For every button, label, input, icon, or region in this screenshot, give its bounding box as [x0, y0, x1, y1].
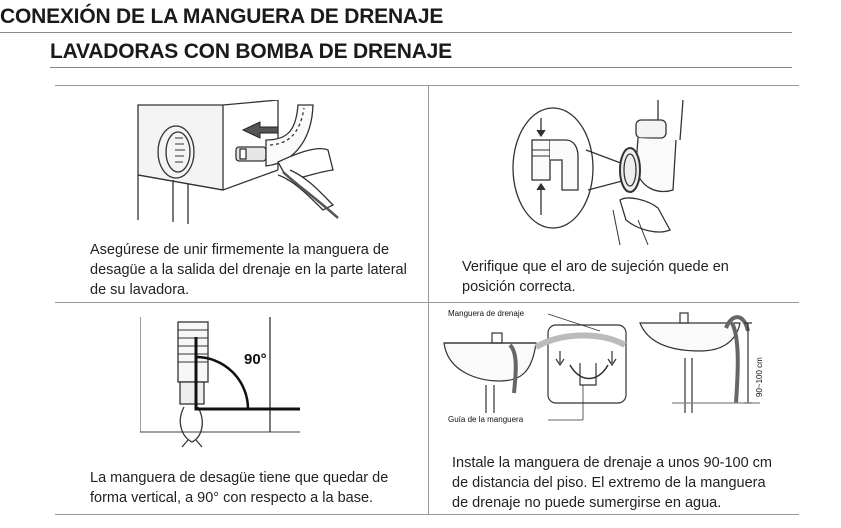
- step4-illustration: [440, 303, 800, 428]
- step3-illustration: [140, 312, 310, 452]
- table-column-divider: [428, 85, 429, 515]
- table-bottom-border: [55, 514, 799, 515]
- caption-line: de distancia del piso. El extremo de la manguera: [452, 475, 766, 491]
- step3-caption: [90, 468, 388, 508]
- caption-line: Asegúrese de unir firmemente la manguera de: [90, 242, 390, 258]
- step2-illustration: [508, 100, 708, 245]
- caption-line: desagüe a la salida del drenaje en la parte lateral: [90, 262, 407, 278]
- step1-caption: [90, 240, 407, 300]
- caption-line: Instale la manguera de drenaje a unos 90-100 cm: [452, 455, 773, 471]
- caption-line: de su lavadora.: [90, 282, 190, 298]
- height-label: 90~100 cm: [755, 357, 764, 397]
- step4-caption: [452, 453, 772, 513]
- guide-label: Guía de la manguera: [448, 415, 524, 424]
- caption-line: posición correcta.: [462, 279, 576, 295]
- table-top-border: [55, 85, 799, 86]
- section-title: LAVADORAS CON BOMBA DE DRENAJE: [50, 40, 452, 63]
- caption-line: forma vertical, a 90° con respecto a la base.: [90, 490, 374, 506]
- arrow-left-icon: [243, 122, 278, 138]
- step1-illustration: [128, 100, 348, 225]
- section-divider: [50, 67, 792, 68]
- step2-caption: [462, 257, 729, 297]
- caption-line: La manguera de desagüe tiene que quedar de: [90, 470, 389, 486]
- title-divider: [0, 32, 792, 33]
- hose-label: Manguera de drenaje: [448, 309, 525, 318]
- caption-line: de drenaje no puede sumergirse en agua.: [452, 495, 722, 511]
- caption-line: Verifique que el aro de sujeción quede en: [462, 259, 729, 275]
- page-title: CONEXIÓN DE LA MANGUERA DE DRENAJE: [0, 5, 444, 28]
- angle-label: 90°: [244, 351, 267, 368]
